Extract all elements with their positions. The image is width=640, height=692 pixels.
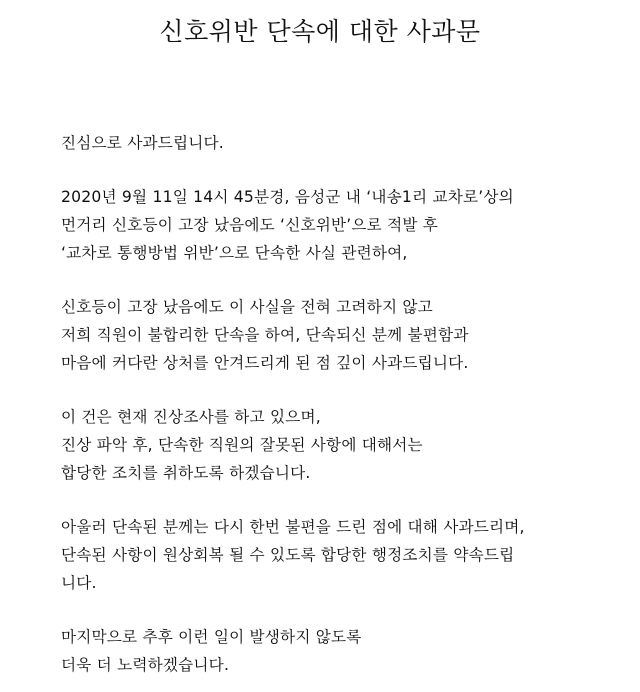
- paragraph-3-line-2: 저희 직원이 불합리한 단속을 하여, 단속되신 분께 불편함과: [61, 326, 469, 344]
- paragraph-1-line-1: 진심으로 사과드립니다.: [61, 134, 224, 152]
- paragraph-5-line-3: 니다.: [61, 574, 97, 592]
- paragraph-5-line-1: 아울러 단속된 분께는 다시 한번 불편을 드린 점에 대해 사과드리며,: [61, 518, 525, 536]
- paragraph-6-line-2: 더욱 더 노력하겠습니다.: [61, 656, 230, 674]
- paragraph-4-line-2: 진상 파악 후, 단속한 직원의 잘못된 사항에 대해서는: [61, 436, 423, 454]
- paragraph-4-line-3: 합당한 조치를 취하도록 하겠습니다.: [61, 464, 311, 482]
- paragraph-3-line-3: 마음에 커다란 상처를 안겨드리게 된 점 깊이 사과드립니다.: [61, 354, 469, 372]
- paragraph-6-line-1: 마지막으로 추후 이런 일이 발생하지 않도록: [61, 628, 362, 646]
- paragraph-3-line-1: 신호등이 고장 났음에도 이 사실을 전혀 고려하지 않고: [61, 298, 433, 316]
- paragraph-2-line-3: ‘교차로 통행방법 위반’으로 단속한 사실 관련하여,: [61, 244, 408, 262]
- paragraph-5-line-2: 단속된 사항이 원상회복 될 수 있도록 합당한 행정조치를 약속드립: [61, 546, 515, 564]
- document-title: 신호위반 단속에 대한 사과문: [159, 17, 481, 46]
- paragraph-4-line-1: 이 건은 현재 진상조사를 하고 있으며,: [61, 408, 321, 426]
- paragraph-2-line-2: 먼거리 신호등이 고장 났음에도 ‘신호위반’으로 적발 후: [61, 216, 439, 234]
- paragraph-2-line-1: 2020년 9월 11일 14시 45분경, 음성군 내 ‘내송1리 교차로’상의: [61, 188, 514, 206]
